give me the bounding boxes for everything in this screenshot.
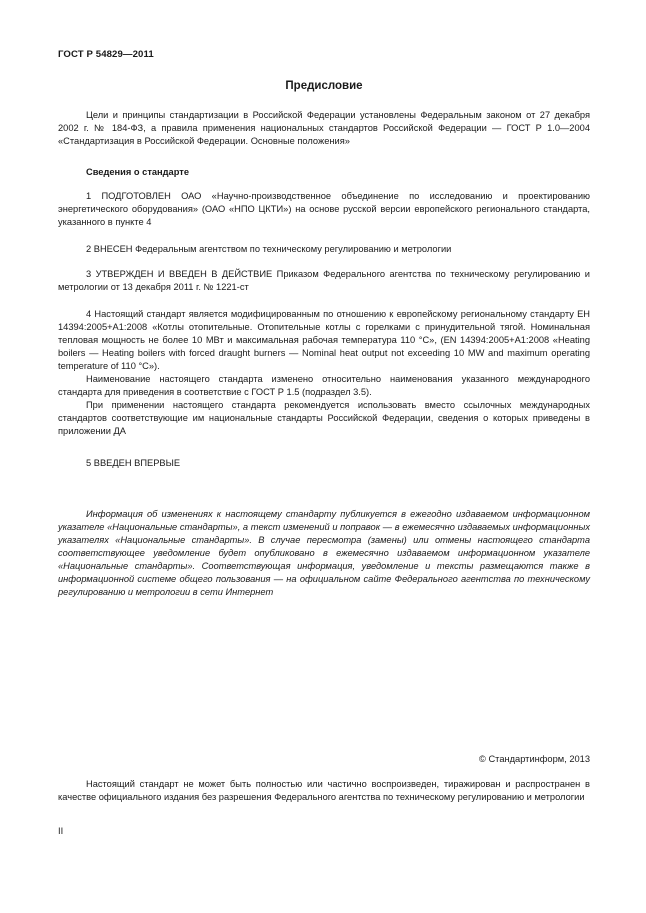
info-notice-text: Информация об изменениях к настоящему стандарту публикуется в ежегодно издаваемом информационном указателе «Национальные стандарты», а текст изменений и поправок — в ежемесячно издаваемых информационных указателях «Национальные стандарты». В случае пересмотра (замены) или отмены настоящего стандарта соответствующее уведомление будет опубликовано в ежемесячно издаваемом информационном указателе «Национальные стандарты». Соответствующая информация, уведомление и тексты размещаются также в информационной системе общего пользования — на официальном сайте Федерального агентства по техническому регулированию и метрологии в сети Интернет: [58, 509, 590, 597]
copyright-line: © Стандартинформ, 2013: [479, 754, 590, 764]
page-title: Предисловие: [285, 80, 363, 92]
item-4-name-change: Наименование настоящего стандарта изменено относительно наименования указанного международного стандарта для приведения в соответствие с ГОСТ Р 1.5 (подраздел 3.5).: [58, 374, 590, 397]
item-1: [58, 190, 590, 229]
item-5: [58, 457, 590, 470]
intro-text: Цели и принципы стандартизации в Российской Федерации установлены Федеральным законом от 27 декабря 2002 г. № 184-ФЗ, а правила применения национальных стандартов Российской Федерации — ГОСТ Р 1.0—2004 «Стандартизация в Российской Федерации. Основные положения»: [58, 110, 590, 146]
reproduction-notice: [58, 778, 590, 804]
item-5-text: 5 ВВЕДЕН ВПЕРВЫЕ: [86, 458, 181, 468]
item-2: [58, 243, 590, 256]
item-3: [58, 268, 590, 294]
item-4: [58, 308, 590, 438]
item-4-text: 4 Настоящий стандарт является модифицированным по отношению к европейскому региональному стандарту ЕН 14394:2005+А1:2008 «Котлы отопительные. Отопительные котлы с горелками с принудительной тягой. Номинальная тепловая мощность не более 10 МВт и максимальная рабочая температура 110 °С», (EN 14394:2005+A1:2008 «Heating boilers — Heating boilers with forced draught burners — Nominal heat output not exceeding 10 MW and maximum operating temperature of 110 °С»).: [58, 309, 590, 371]
item-4-references: При применении настоящего стандарта рекомендуется использовать вместо ссылочных международных стандартов соответствующие им национальные стандарты Российской Федерации, сведения о которых приведены в приложении ДА: [58, 400, 590, 436]
intro-paragraph: [58, 109, 590, 148]
item-2-text: 2 ВНЕСЕН Федеральным агентством по техническому регулированию и метрологии: [86, 244, 452, 254]
item-1-text: 1 ПОДГОТОВЛЕН ОАО «Научно-производственное объединение по исследованию и проектированию энергетического оборудования» (ОАО «НПО ЦКТИ») на основе русской версии европейского регионального стандарта, указанного в пункте 4: [58, 191, 590, 227]
page-number: II: [58, 826, 64, 836]
item-3-text: 3 УТВЕРЖДЕН И ВВЕДЕН В ДЕЙСТВИЕ Приказом Федерального агентства по техническому регулированию и метрологии от 13 декабря 2011 г. № 1221-ст: [58, 269, 590, 292]
info-notice: [58, 508, 590, 599]
standard-code-header: ГОСТ Р 54829—2011: [58, 49, 154, 60]
reproduction-text: Настоящий стандарт не может быть полностью или частично воспроизведен, тиражирован и распространен в качестве официального издания без разрешения Федерального агентства по техническому регулированию и метрологии: [58, 779, 590, 802]
section-subheading: Сведения о стандарте: [86, 167, 190, 177]
